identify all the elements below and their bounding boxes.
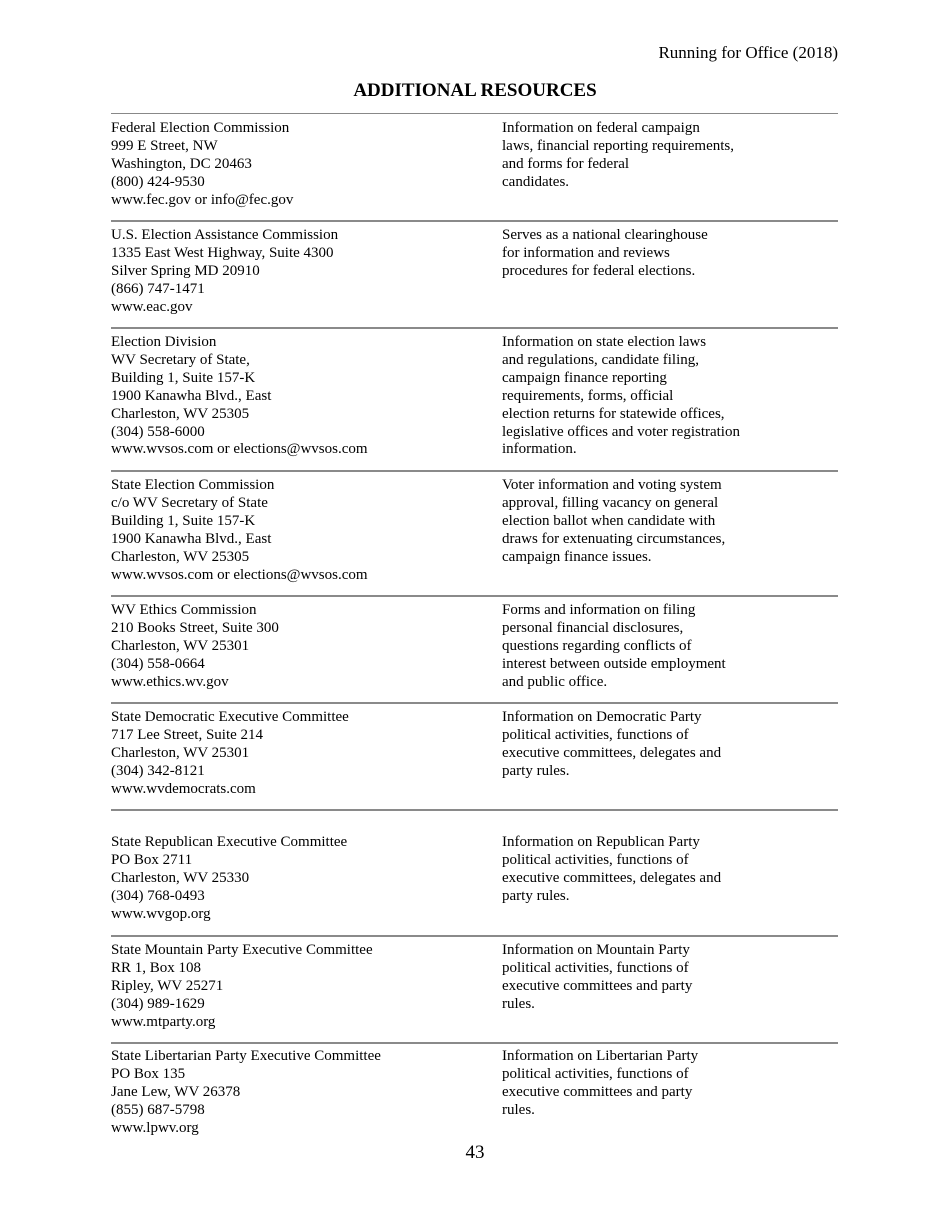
description-line: political activities, functions of [502, 1065, 689, 1082]
description-line: draws for extenuating circumstances, [502, 530, 726, 547]
description-line: rules. [502, 1101, 535, 1118]
description-line: procedures for federal elections. [502, 262, 696, 279]
contact-block [111, 709, 491, 799]
phone: (866) 747-1471 [111, 280, 205, 297]
description-line: Information on federal campaign [502, 120, 700, 136]
description-line: interest between outside employment [502, 655, 726, 672]
address-line: 717 Lee Street, Suite 214 [111, 726, 264, 743]
contact-block [111, 227, 491, 317]
description-line: Information on Democratic Party [502, 709, 702, 725]
description-line: Information on Libertarian Party [502, 1048, 699, 1064]
address-line: 210 Books Street, Suite 300 [111, 619, 279, 636]
web: www.lpwv.org [111, 1119, 199, 1136]
resource-entry-eac [111, 227, 838, 329]
description-block [502, 1048, 762, 1120]
address-line: Building 1, Suite 157-K [111, 512, 256, 529]
description-block [502, 602, 762, 692]
phone: (800) 424-9530 [111, 173, 205, 190]
description-line: Forms and information on filing [502, 602, 696, 618]
phone: (304) 558-0664 [111, 655, 205, 672]
description-line: for information and reviews [502, 244, 670, 261]
description-block [502, 709, 762, 781]
description-line: party rules. [502, 762, 570, 779]
description-line: legislative offices and voter registration [502, 423, 740, 440]
address-line: Building 1, Suite 157-K [111, 369, 256, 386]
address-line: 999 E Street, NW [111, 137, 218, 154]
description-line: personal financial disclosures, [502, 619, 684, 636]
web: www.eac.gov [111, 298, 193, 315]
address-line: WV Secretary of State, [111, 351, 250, 368]
contact-block [111, 602, 491, 692]
description-line: political activities, functions of [502, 726, 689, 743]
description-line: party rules. [502, 887, 570, 904]
description-line: Information on Republican Party [502, 834, 700, 850]
contact-block [111, 834, 491, 924]
org-name: State Republican Executive Committee [111, 834, 348, 850]
top-divider [111, 113, 838, 114]
org-name: U.S. Election Assistance Commission [111, 227, 339, 243]
resource-entry-republican-committee [111, 834, 838, 937]
web-email: www.fec.gov or info@fec.gov [111, 191, 294, 208]
description-line: Serves as a national clearinghouse [502, 227, 708, 243]
contact-block [111, 1048, 491, 1138]
address-line: PO Box 2711 [111, 851, 193, 868]
city-line: Charleston, WV 25305 [111, 405, 250, 422]
city-line: Charleston, WV 25301 [111, 744, 250, 761]
description-line: executive committees and party [502, 1083, 693, 1100]
web: www.mtparty.org [111, 1013, 216, 1030]
contact-block [111, 120, 491, 210]
resource-entry-state-election-commission [111, 477, 838, 597]
description-line: campaign finance reporting [502, 369, 667, 386]
resource-entry-democratic-committee [111, 709, 838, 811]
city-line: Jane Lew, WV 26378 [111, 1083, 241, 1100]
page-title: ADDITIONAL RESOURCES [353, 80, 597, 101]
running-header: Running for Office (2018) [658, 43, 838, 62]
city-line: Charleston, WV 25301 [111, 637, 250, 654]
description-block [502, 834, 762, 906]
description-line: and regulations, candidate filing, [502, 351, 700, 368]
description-block [502, 477, 762, 567]
city-line: Washington, DC 20463 [111, 155, 252, 172]
description-line: political activities, functions of [502, 851, 689, 868]
description-line: executive committees, delegates and [502, 744, 722, 761]
description-block [502, 334, 762, 459]
city-line: Charleston, WV 25305 [111, 548, 250, 565]
phone: (855) 687-5798 [111, 1101, 205, 1118]
description-line: campaign finance issues. [502, 548, 652, 565]
description-line: and forms for federal [502, 155, 630, 172]
description-line: and public office. [502, 673, 608, 690]
resource-entry-election-division [111, 334, 838, 472]
contact-block [111, 334, 491, 459]
address-line: c/o WV Secretary of State [111, 494, 268, 511]
description-line: questions regarding conflicts of [502, 637, 692, 654]
description-block [502, 942, 762, 1014]
page-number: 43 [465, 1142, 485, 1163]
description-line: requirements, forms, official [502, 387, 674, 404]
org-name: WV Ethics Commission [111, 602, 257, 618]
web-email: www.wvsos.com or elections@wvsos.com [111, 566, 368, 583]
web: www.wvgop.org [111, 905, 211, 922]
resource-entry-mountain-party [111, 942, 838, 1044]
phone: (304) 768-0493 [111, 887, 205, 904]
city-line: Charleston, WV 25330 [111, 869, 250, 886]
description-line: laws, financial reporting requirements, [502, 137, 735, 154]
address-line: PO Box 135 [111, 1065, 186, 1082]
resource-entry-fec [111, 120, 838, 222]
phone: (304) 989-1629 [111, 995, 205, 1012]
description-line: Information on Mountain Party [502, 942, 690, 958]
description-line: candidates. [502, 173, 570, 190]
org-name: State Libertarian Party Executive Committee [111, 1048, 381, 1064]
description-line: election returns for statewide offices, [502, 405, 725, 422]
description-line: Information on state election laws [502, 334, 707, 350]
resource-entry-libertarian-party [111, 1048, 838, 1140]
org-name: Federal Election Commission [111, 120, 290, 136]
phone: (304) 558-6000 [111, 423, 205, 440]
address-line: RR 1, Box 108 [111, 959, 202, 976]
description-line: information. [502, 441, 577, 458]
address-line: 1900 Kanawha Blvd., East [111, 387, 272, 404]
phone: (304) 342-8121 [111, 762, 205, 779]
description-line: executive committees, delegates and [502, 869, 722, 886]
description-block [502, 120, 762, 192]
description-line: rules. [502, 995, 535, 1012]
description-line: election ballot when candidate with [502, 512, 716, 529]
web-email: www.wvsos.com or elections@wvsos.com [111, 441, 368, 458]
resource-entry-ethics-commission [111, 602, 838, 704]
description-line: political activities, functions of [502, 959, 689, 976]
description-line: approval, filling vacancy on general [502, 494, 719, 511]
web: www.wvdemocrats.com [111, 780, 256, 797]
description-block [502, 227, 762, 281]
address-line: 1900 Kanawha Blvd., East [111, 530, 272, 547]
city-line: Silver Spring MD 20910 [111, 262, 260, 279]
contact-block [111, 477, 491, 584]
description-line: Voter information and voting system [502, 477, 722, 493]
org-name: State Mountain Party Executive Committee [111, 942, 373, 958]
org-name: State Democratic Executive Committee [111, 709, 349, 725]
address-line: 1335 East West Highway, Suite 4300 [111, 244, 334, 261]
description-line: executive committees and party [502, 977, 693, 994]
contact-block [111, 942, 491, 1032]
city-line: Ripley, WV 25271 [111, 977, 224, 994]
org-name: Election Division [111, 334, 217, 350]
org-name: State Election Commission [111, 477, 275, 493]
web: www.ethics.wv.gov [111, 673, 229, 690]
